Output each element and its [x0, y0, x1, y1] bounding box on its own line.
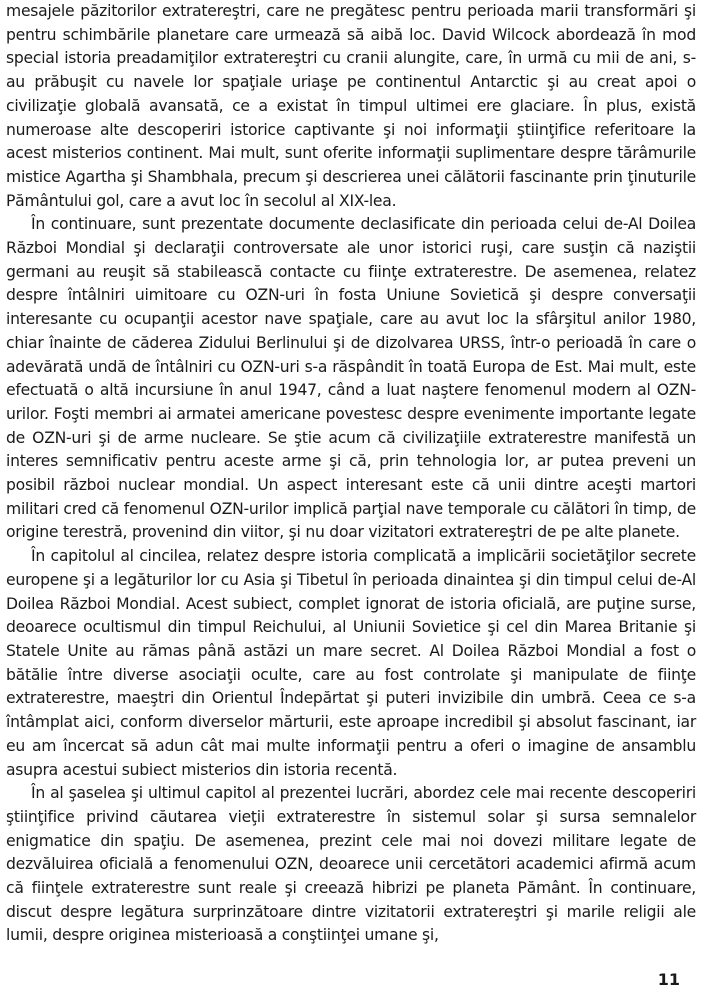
paragraph-chapter-five: În capitolul al cincilea, relatez despre istoria complicată a implicării societăţilor secrete europene şi a legăturilor lor cu Asia şi Tibetul în perioada dinaintea şi din timpul celui de-Al Doilea Război Mondial. Acest subiect, complet ignorat de istoria oficială, are puţine surse, deoarece ocultismul din timpul Reichului, al Uniunii Sovietice şi cel din Marea Britanie şi Statele Unite au rămas până astăzi un mare secret. Al Doilea Război Mondial a fost o bătălie între diverse asociaţii oculte, care au fost controlate şi manipulate de fiinţe extraterestre, maeştri din Orientul Îndepărtat şi puteri invizibile din umbră. Ceea ce s-a întâmplat aici, conform diverselor mărturii, este aproape incredibil şi absolut fascinant, iar eu am încercat să adun cât mai multe informaţii pentru a oferi o imagine de ansamblu asupra acestui subiect misterios din istoria recentă.: [6, 547, 696, 779]
book-page-body: [6, 0, 696, 948]
paragraph-continuation: mesajele păzitorilor extratereştri, care ne pregătesc pentru perioada marii transformări şi pentru schimbările planetare care urmează să aibă loc. David Wilcock abordează în mod special istoria preadamiţilor extratereştri cu cranii alungite, care, în urmă cu mii de ani, s-au prăbuşit cu navele lor spaţiale uriaşe pe continentul Antarctic şi au creat apoi o civilizaţie globală avansată, ce a existat în timpul ultimei ere glaciare. În plus, există numeroase alte descoperiri istorice captivante şi noi informaţii ştiinţifice referitoare la acest misterios continent. Mai mult, sunt oferite informaţii suplimentare despre tărâmurile mistice Agartha şi Shambhala, precum şi descrierea unei călătorii fascinante prin ţinuturile Pământului gol, care a avut loc în secolul al XIX-lea.: [6, 2, 696, 210]
paragraph-declassified-documents: În continuare, sunt prezentate documente declasificate din perioada celui de-Al Doilea Război Mondial şi declaraţii controversate ale unor istorici ruşi, care susţin că naziştii germani au reuşit să stabilească contacte cu fiinţe extraterestre. De asemenea, relatez despre întâlniri uimitoare cu OZN-uri în fosta Uniune Sovietică şi despre conversaţii interesante cu ocupanţii acestor nave spaţiale, care au avut loc la sfârşitul anilor 1980, chiar înainte de căderea Zidului Berlinului şi de dizolvarea URSS, într-o perioadă în care o adevărată undă de întâlniri cu OZN-uri s-a răspândit în toată Europa de Est. Mai mult, este efectuată o altă incursiune în anul 1947, când a luat naştere fenomenul modern al OZN-urilor. Foşti membri ai armatei americane povestesc despre evenimente importante legate de OZN-uri şi de arme nucleare. Se ştie acum că civilizaţiile extraterestre manifestă un interes semnificativ pentru aceste arme şi că, prin tehnologia lor, ar putea preveni un posibil război nuclear mondial. Un aspect interesant este că unii dintre aceşti martori militari cred că fenomenul OZN-urilor implică parţial nave temporale cu călători în timp, de origine terestră, provenind din viitor, şi nu doar vizitatori extratereştri de pe alte planete.: [6, 215, 696, 542]
paragraph-chapter-six: În al şaselea şi ultimul capitol al prezentei lucrări, abordez cele mai recente descoperiri ştiinţifice privind căutarea vieţii extraterestre în sistemul solar şi sursa semnalelor enigmatice din spaţiu. De asemenea, prezint cele mai noi dovezi militare legate de dezvăluirea oficială a fenomenului OZN, deoarece unii cercetători academici afirmă acum că fiinţele extraterestre sunt reale şi creează hibrizi pe planeta Pământ. În continuare, discut despre legătura surprinzătoare dintre vizitatorii extratereştri şi marile religii ale lumii, despre originea misterioasă a conştiinţei umane şi,: [6, 784, 696, 945]
page-number: 11: [657, 970, 680, 989]
